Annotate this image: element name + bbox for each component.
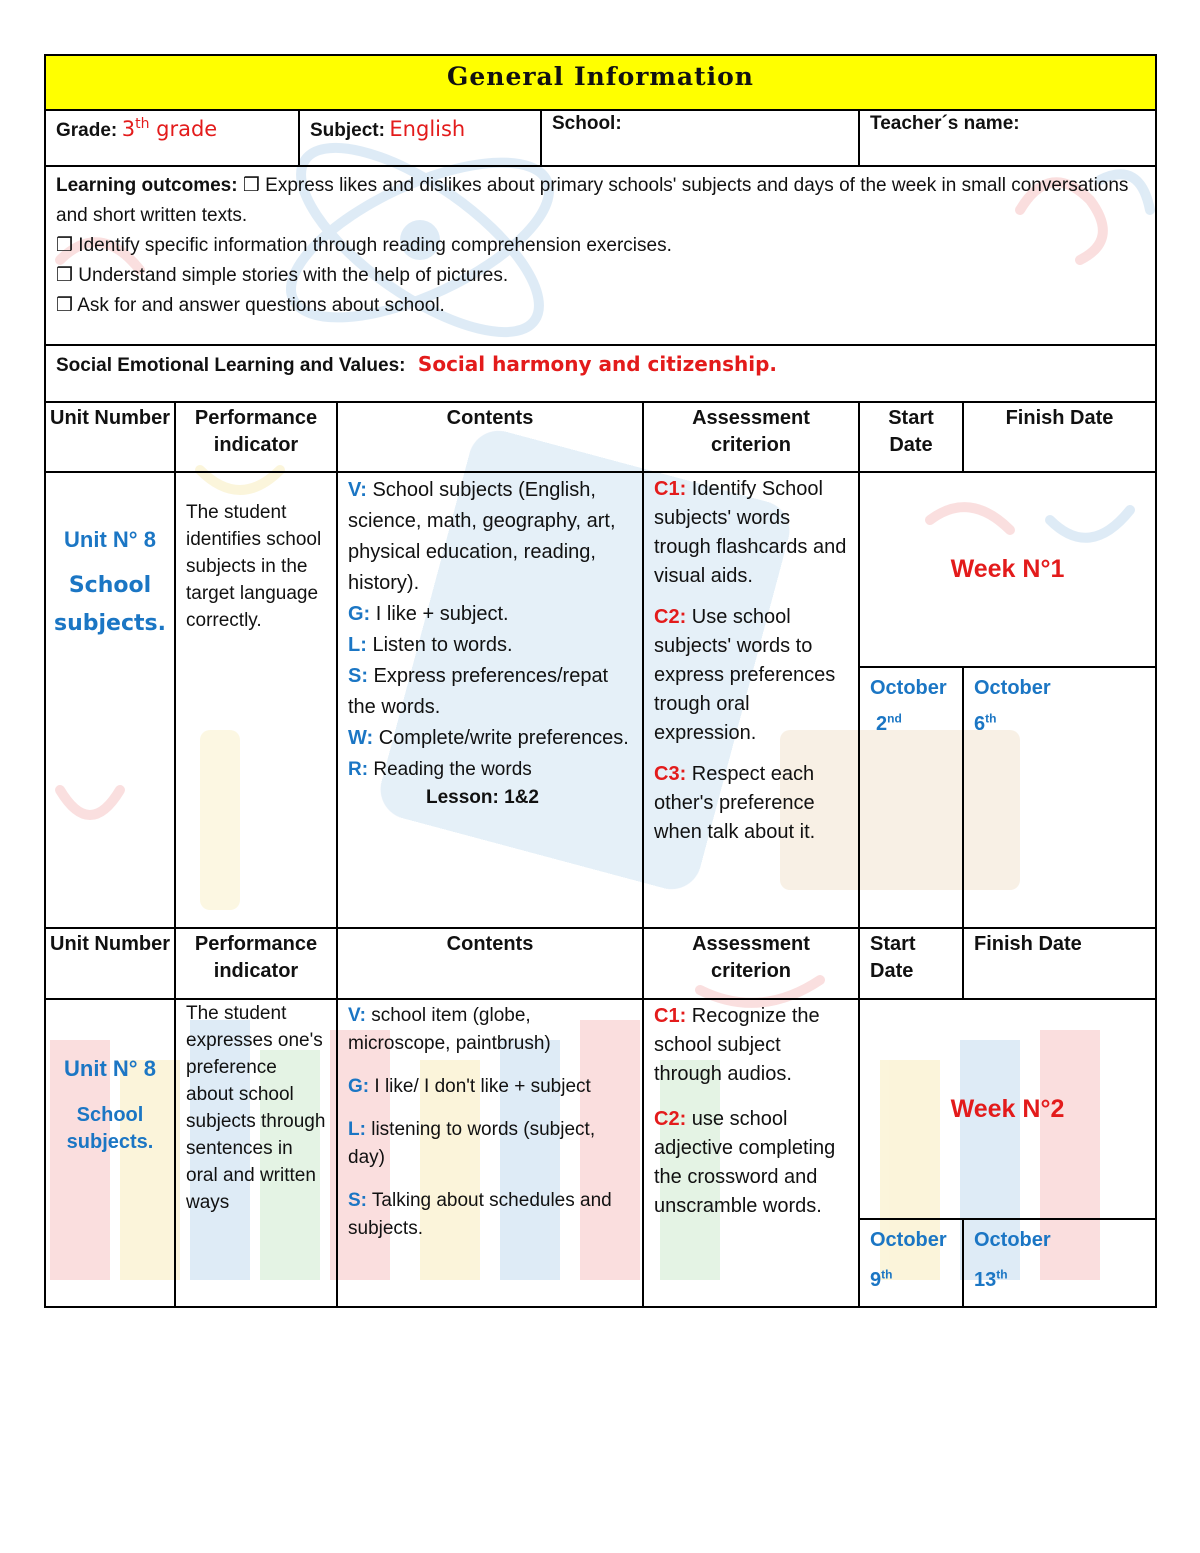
learning-outcome-item: ❒ Understand simple stories with the help of pictures.	[56, 265, 509, 286]
week2-finish-date: October 13th	[964, 1220, 1157, 1308]
week2-performance: The student expresses one's preference about school subjects through sentences in oral and written ways	[176, 1000, 338, 1308]
week2-contents	[338, 1000, 644, 1308]
col-unit-number: Unit Number	[46, 929, 176, 1000]
week2-week: Week N°2	[950, 1094, 1065, 1123]
subject-label: Subject:	[310, 120, 385, 141]
subject-value: English	[389, 117, 466, 141]
learning-outcomes-cell	[46, 167, 1157, 346]
sel-label: Social Emotional Learning and Values:	[56, 355, 406, 376]
content-item: L: Listen to words.	[348, 634, 513, 656]
content-item: G: I like + subject.	[348, 603, 509, 625]
learning-outcome-item: ❒ Identify specific information through reading comprehension exercises.	[56, 235, 672, 256]
week2-start-date: October 9th	[860, 1220, 964, 1308]
lesson-plan-table	[44, 54, 1157, 1308]
learning-outcome-item: ❒ Ask for and answer questions about school.	[56, 295, 445, 316]
teacher-cell[interactable]	[860, 111, 1157, 167]
subject-cell	[300, 111, 542, 167]
week1-performance: The student identifies school subjects in the target language correctly.	[176, 473, 338, 929]
criterion-item: C2: use school adjective completing the crossword and unscramble words.	[654, 1108, 836, 1217]
col-assessment-criterion: Assessment criterion	[644, 403, 860, 473]
week1-unit: Unit N° 8	[64, 527, 156, 552]
content-item: G: I like/ I don't like + subject	[348, 1076, 591, 1097]
col-unit-number: Unit Number	[46, 403, 176, 473]
col-start-date: Start Date	[860, 403, 964, 473]
general-information-title: General Information	[46, 54, 1157, 111]
criterion-item: C2: Use school subjects' words to express preferences trough oral expression.	[654, 606, 836, 744]
learning-outcome-item: ❒ Express likes and dislikes about primary schools' subjects and days of the week in small conversations and short written texts.	[56, 175, 1129, 226]
school-label: School:	[552, 113, 622, 134]
week2-week-cell	[860, 1000, 1157, 1220]
col-contents: Contents	[338, 929, 644, 1000]
week1-week: Week N°1	[950, 555, 1065, 583]
week1-start-date: October 2nd	[860, 668, 964, 929]
col-performance-indicator: Performance indicator	[176, 929, 338, 1000]
week1-criteria	[644, 473, 860, 929]
week2-unit: Unit N° 8	[64, 1056, 156, 1081]
week1-lesson: Lesson: 1&2	[426, 787, 539, 808]
grade-number: 3	[121, 117, 136, 141]
grade-suffix: th	[135, 116, 150, 132]
criterion-item: C3: Respect each other's preference when talk about it.	[654, 763, 816, 843]
grade-label: Grade:	[56, 120, 118, 141]
teacher-label: Teacher´s name:	[870, 113, 1020, 134]
week1-contents	[338, 473, 644, 929]
week1-unit-name: School subjects.	[54, 573, 166, 636]
col-contents: Contents	[338, 403, 644, 473]
content-item: S: Express preferences/repat the words.	[348, 665, 609, 718]
week1-finish-date: October 6th	[964, 668, 1157, 929]
grade-cell	[46, 111, 300, 167]
grade-word: grade	[156, 117, 218, 141]
col-start-date: Start Date	[860, 929, 964, 1000]
content-item: S: Talking about schedules and subjects.	[348, 1190, 612, 1239]
col-performance-indicator: Performance indicator	[176, 403, 338, 473]
content-item: W: Complete/write preferences.	[348, 727, 629, 749]
sel-cell	[46, 346, 1157, 403]
content-item: V: School subjects (English, science, math, geography, art, physical education, reading, history).	[348, 479, 616, 594]
col-assessment-criterion: Assessment criterion	[644, 929, 860, 1000]
week1-week-cell	[860, 473, 1157, 668]
week2-unit-name: School subjects.	[66, 1104, 154, 1153]
criterion-item: C1: Identify School subjects' words trough flashcards and visual aids.	[654, 478, 847, 587]
sel-value: Social harmony and citizenship.	[417, 352, 778, 376]
content-item: R: Reading the words	[348, 759, 532, 780]
week1-unit-cell	[46, 473, 176, 929]
school-cell[interactable]	[542, 111, 860, 167]
col-finish-date: Finish Date	[964, 403, 1157, 473]
week2-criteria	[644, 1000, 860, 1308]
criterion-item: C1: Recognize the school subject through audios.	[654, 1005, 820, 1085]
week2-unit-cell	[46, 1000, 176, 1308]
col-finish-date: Finish Date	[964, 929, 1157, 1000]
content-item: V: school item (globe, microscope, paintbrush)	[348, 1005, 551, 1054]
learning-outcomes-label: Learning outcomes:	[56, 175, 238, 196]
content-item: L: listening to words (subject, day)	[348, 1119, 596, 1168]
